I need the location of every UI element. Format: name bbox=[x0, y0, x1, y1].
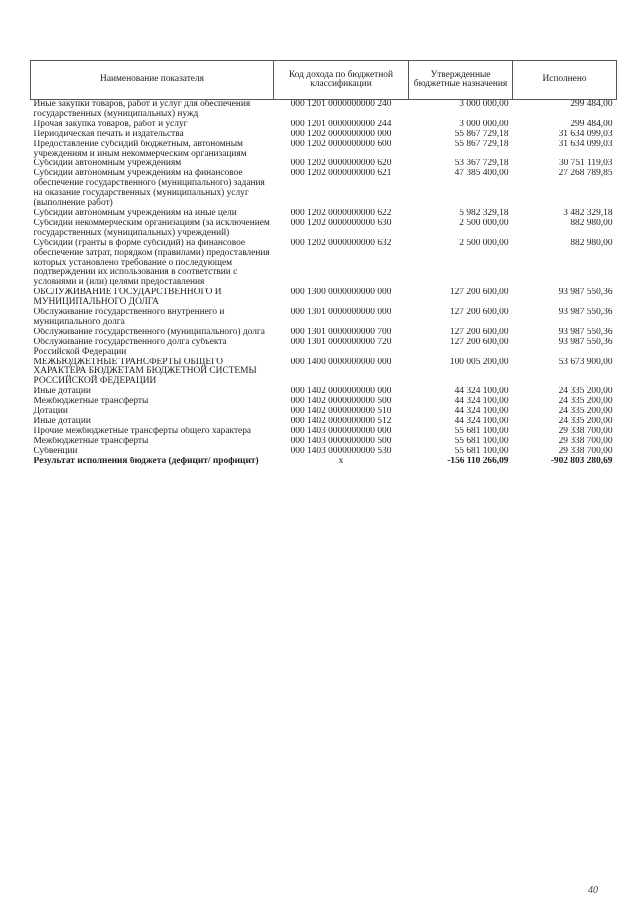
row-executed-amount: 29 338 700,00 bbox=[558, 446, 613, 456]
table-row bbox=[31, 358, 617, 388]
row-classification-code: 000 1301 0000000000 000 bbox=[290, 308, 392, 318]
table-row bbox=[31, 159, 617, 169]
row-indicator-name: Субсидии (гранты в форме субсидий) на финансовое обеспечение затрат, порядком (правилами) предоставления которых установлено требование о последующем подтверждении их использования в соответствии с условиями и (или) целями предоставления bbox=[33, 238, 270, 288]
result-approved: -156 110 266,09 bbox=[447, 456, 509, 466]
row-executed-amount: 93 987 550,36 bbox=[558, 327, 613, 337]
table-row bbox=[31, 447, 617, 457]
row-executed-amount: 3 482 329,18 bbox=[563, 208, 613, 218]
table-row bbox=[31, 120, 617, 130]
header-executed-amount: Исполнено bbox=[513, 61, 617, 100]
row-executed-amount: 29 338 700,00 bbox=[558, 426, 613, 436]
table-row bbox=[31, 140, 617, 160]
row-indicator-name: Субсидии автономным учреждениям на финансовое обеспечение государственного (муниципального) задания на оказание государственных (муниципальных) услуг (выполнение работ) bbox=[33, 169, 265, 209]
row-approved-amount: 127 200 600,00 bbox=[449, 337, 509, 347]
row-indicator-name: Межбюджетные трансферты bbox=[33, 397, 149, 407]
row-indicator-name: Обслуживание государственного (муниципального) долга bbox=[33, 327, 265, 337]
row-approved-amount: 55 681 100,00 bbox=[454, 446, 509, 456]
row-classification-code: 000 1400 0000000000 000 bbox=[290, 357, 392, 367]
row-indicator-name: Иные дотации bbox=[33, 387, 91, 397]
row-approved-amount: 5 982 329,18 bbox=[459, 208, 509, 218]
row-indicator-name: Обслуживание государственного долга субъекта Российской Федерации bbox=[33, 337, 227, 357]
row-indicator-name: Дотации bbox=[33, 407, 68, 417]
row-indicator-name: Межбюджетные трансферты bbox=[33, 436, 149, 446]
budget-report-sheet bbox=[30, 60, 616, 467]
row-approved-amount: 53 367 729,18 bbox=[454, 159, 509, 169]
row-indicator-name: Прочие межбюджетные трансферты общего характера bbox=[33, 426, 252, 436]
table-row bbox=[31, 288, 617, 308]
table-row bbox=[31, 100, 617, 120]
result-executed: -902 803 280,69 bbox=[550, 456, 613, 466]
row-classification-code: 000 1402 0000000000 000 bbox=[290, 387, 392, 397]
row-classification-code: 000 1202 0000000000 622 bbox=[290, 208, 392, 218]
row-executed-amount: 24 335 200,00 bbox=[558, 387, 613, 397]
result-code: x bbox=[338, 456, 344, 466]
row-classification-code: 000 1202 0000000000 000 bbox=[290, 129, 392, 139]
row-classification-code: 000 1202 0000000000 620 bbox=[290, 159, 392, 169]
row-executed-amount: 27 268 789,85 bbox=[558, 169, 613, 179]
row-indicator-name: Субвенции bbox=[33, 446, 78, 456]
header-approved-amount: Утвержденные бюджетные назначения bbox=[409, 61, 513, 100]
row-executed-amount: 299 484,00 bbox=[570, 99, 613, 109]
table-row bbox=[31, 417, 617, 427]
row-classification-code: 000 1201 0000000000 244 bbox=[290, 119, 392, 129]
row-approved-amount: 55 867 729,18 bbox=[454, 139, 509, 149]
row-classification-code: 000 1202 0000000000 600 bbox=[290, 139, 392, 149]
row-classification-code: 000 1403 0000000000 000 bbox=[290, 426, 392, 436]
row-classification-code: 000 1403 0000000000 530 bbox=[290, 446, 392, 456]
row-classification-code: 000 1403 0000000000 500 bbox=[290, 436, 392, 446]
row-indicator-name: Субсидии автономным учреждениям bbox=[33, 159, 182, 169]
row-indicator-name: Субсидии некоммерческим организациям (за исключением государственных (муниципальных) учреждений) bbox=[33, 218, 270, 238]
row-classification-code: 000 1201 0000000000 240 bbox=[290, 99, 392, 109]
row-approved-amount: 2 500 000,00 bbox=[459, 238, 509, 248]
row-indicator-name: Обслуживание государственного внутреннего и муниципального долга bbox=[33, 308, 225, 327]
row-executed-amount: 882 980,00 bbox=[570, 238, 613, 248]
row-approved-amount: 55 681 100,00 bbox=[454, 436, 509, 446]
row-approved-amount: 44 324 100,00 bbox=[454, 417, 509, 426]
row-executed-amount: 93 987 550,36 bbox=[558, 288, 613, 298]
header-indicator-name: Наименование показателя bbox=[31, 61, 274, 100]
row-executed-amount: 882 980,00 bbox=[570, 218, 613, 228]
budget-execution-table bbox=[30, 60, 617, 467]
table-row bbox=[31, 407, 617, 417]
row-classification-code: 000 1202 0000000000 630 bbox=[290, 218, 392, 228]
table-row bbox=[31, 387, 617, 397]
table-row bbox=[31, 169, 617, 209]
table-row bbox=[31, 219, 617, 239]
row-executed-amount: 24 335 200,00 bbox=[558, 417, 613, 426]
table-header bbox=[31, 61, 617, 100]
header-classification-code: Код дохода по бюджетной классификации bbox=[274, 61, 409, 100]
row-executed-amount: 53 673 900,00 bbox=[558, 357, 613, 367]
row-executed-amount: 24 335 200,00 bbox=[558, 397, 613, 407]
table-row bbox=[31, 338, 617, 358]
row-approved-amount: 3 000 000,00 bbox=[459, 99, 509, 109]
row-executed-amount: 299 484,00 bbox=[570, 119, 613, 129]
table-row bbox=[31, 209, 617, 219]
row-classification-code: 000 1402 0000000000 512 bbox=[290, 417, 392, 426]
table-row bbox=[31, 328, 617, 338]
table-row bbox=[31, 130, 617, 140]
row-approved-amount: 44 324 100,00 bbox=[454, 407, 509, 417]
row-classification-code: 000 1402 0000000000 510 bbox=[290, 407, 392, 417]
result-row bbox=[31, 457, 617, 467]
row-executed-amount: 24 335 200,00 bbox=[558, 407, 613, 417]
row-indicator-name: Субсидии автономным учреждениям на иные цели bbox=[33, 208, 237, 218]
row-indicator-name: Периодическая печать и издательства bbox=[33, 129, 184, 139]
table-row bbox=[31, 308, 617, 328]
table-row bbox=[31, 427, 617, 437]
row-approved-amount: 127 200 600,00 bbox=[449, 327, 509, 337]
row-approved-amount: 127 200 600,00 bbox=[449, 308, 509, 318]
page-number: 40 bbox=[588, 885, 598, 896]
row-indicator-name: Иные дотации bbox=[33, 417, 91, 426]
row-approved-amount: 100 005 200,00 bbox=[449, 357, 509, 367]
row-approved-amount: 44 324 100,00 bbox=[454, 387, 509, 397]
row-approved-amount: 47 385 400,00 bbox=[454, 169, 509, 179]
row-executed-amount: 29 338 700,00 bbox=[558, 436, 613, 446]
row-executed-amount: 93 987 550,36 bbox=[558, 308, 613, 318]
row-executed-amount: 30 751 119,03 bbox=[558, 159, 613, 169]
row-executed-amount: 93 987 550,36 bbox=[558, 337, 613, 347]
row-approved-amount: 55 681 100,00 bbox=[454, 426, 509, 436]
row-indicator-name: МЕЖБЮДЖЕТНЫЕ ТРАНСФЕРТЫ ОБЩЕГО ХАРАКТЕРА БЮДЖЕТАМ БЮДЖЕТНОЙ СИСТЕМЫ РОССИЙСКОЙ ФЕДЕРАЦИИ bbox=[33, 357, 257, 387]
row-approved-amount: 2 500 000,00 bbox=[459, 218, 509, 228]
table-body bbox=[31, 100, 617, 467]
row-classification-code: 000 1202 0000000000 621 bbox=[290, 169, 392, 179]
row-classification-code: 000 1202 0000000000 632 bbox=[290, 238, 392, 248]
row-classification-code: 000 1402 0000000000 500 bbox=[290, 397, 392, 407]
row-executed-amount: 31 634 099,03 bbox=[558, 139, 613, 149]
row-approved-amount: 127 200 600,00 bbox=[449, 288, 509, 298]
result-name: Результат исполнения бюджета (дефицит/ профицит) bbox=[33, 456, 259, 466]
row-approved-amount: 44 324 100,00 bbox=[454, 397, 509, 407]
row-classification-code: 000 1300 0000000000 000 bbox=[290, 288, 392, 298]
row-approved-amount: 55 867 729,18 bbox=[454, 129, 509, 139]
row-executed-amount: 31 634 099,03 bbox=[558, 129, 613, 139]
row-classification-code: 000 1301 0000000000 700 bbox=[290, 327, 392, 337]
row-indicator-name: Прочая закупка товаров, работ и услуг bbox=[33, 119, 188, 129]
table-row bbox=[31, 239, 617, 289]
row-indicator-name: ОБСЛУЖИВАНИЕ ГОСУДАРСТВЕННОГО И МУНИЦИПАЛЬНОГО ДОЛГА bbox=[33, 288, 222, 308]
table-row bbox=[31, 437, 617, 447]
row-classification-code: 000 1301 0000000000 720 bbox=[290, 337, 392, 347]
row-indicator-name: Предоставление субсидий бюджетным, автономным учреждениям и иным некоммерческим организациям bbox=[33, 139, 247, 159]
row-approved-amount: 3 000 000,00 bbox=[459, 119, 509, 129]
row-indicator-name: Иные закупки товаров, работ и услуг для обеспечения государственных (муниципальных) нужд bbox=[33, 99, 251, 119]
table-row bbox=[31, 397, 617, 407]
